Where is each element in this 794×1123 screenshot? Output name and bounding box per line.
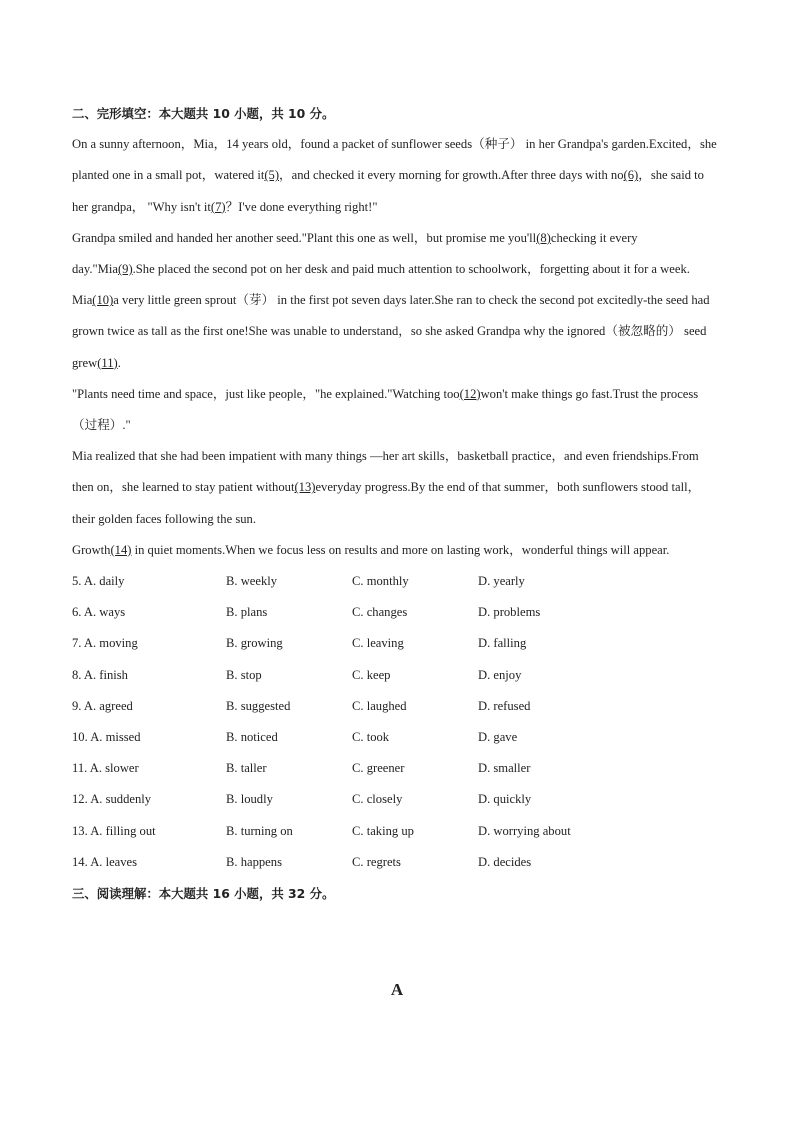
- option-b: B. happens: [226, 854, 282, 869]
- option-c: C. regrets: [352, 854, 401, 869]
- passage-paragraph-1: [72, 129, 720, 223]
- blank-12: (12): [459, 386, 481, 401]
- option-b: B. noticed: [226, 729, 278, 744]
- option-c: C. taking up: [352, 823, 414, 838]
- passage-text: Grandpa smiled and handed her another seed."Plant this one as well，but promise me you'll: [72, 230, 537, 245]
- option-c: C. monthly: [352, 574, 409, 589]
- option-a: 6. A. ways: [72, 605, 126, 620]
- passage-text: Mia: [72, 293, 93, 308]
- passage-paragraph-2: [72, 223, 720, 285]
- option-d: D. worrying about: [478, 823, 571, 838]
- option-a: 12. A. suddenly: [72, 792, 152, 807]
- passage-text: "Plants need time and space，just like people，"he explained."Watching too: [72, 386, 460, 401]
- passage-text: On a sunny afternoon，Mia，14 years old，found a packet of sunflower seeds（种子） in her Grandpa's garden.Excited，she planted one in a small pot，watered it: [72, 137, 717, 183]
- option-c: C. changes: [352, 605, 408, 620]
- option-b: B. stop: [226, 667, 262, 682]
- option-d: D. quickly: [478, 792, 532, 807]
- blank-8: (8): [536, 230, 551, 245]
- section-title-cloze: 二、完形填空：本大题共 10 小题，共 10 分。: [72, 106, 335, 121]
- option-d: D. gave: [478, 729, 518, 744]
- exam-page: [72, 98, 720, 909]
- passage-paragraph-3: [72, 285, 720, 379]
- question-row: [72, 628, 720, 659]
- option-d: D. yearly: [478, 574, 525, 589]
- passage-paragraph-6: [72, 535, 720, 566]
- passage-paragraph-4: [72, 379, 720, 441]
- option-b: B. turning on: [226, 823, 293, 838]
- question-row: [72, 597, 720, 628]
- question-row: [72, 722, 720, 753]
- option-a: 11. A. slower: [72, 761, 139, 776]
- option-c: C. keep: [352, 667, 391, 682]
- passage-text: a very little green sprout（芽） in the first pot seven days later.She ran to check the second pot excitedly-the seed had grown twice as tall as the first one!She was unable to understand，so she asked Grandpa why the ignored（被忽略的） seed grew: [72, 293, 710, 370]
- option-c: C. greener: [352, 761, 405, 776]
- option-d: D. problems: [478, 605, 541, 620]
- passage-text: Growth: [72, 542, 111, 557]
- section-title-reading: 三、阅读理解：本大题共 16 小题，共 32 分。: [72, 885, 335, 901]
- passage-text: everyday progress.By the end of that summer，both sunflowers stood tall，their golden faces following the sun.: [72, 480, 701, 526]
- passage-text: Mia realized that she had been impatient with many things —her art skills，basketball practice，and even friendships.From then on，she learned to stay patient without: [72, 449, 699, 495]
- option-d: D. decides: [478, 854, 532, 869]
- blank-6: (6): [623, 168, 639, 183]
- option-a: 9. A. agreed: [72, 698, 133, 713]
- question-row: [72, 784, 720, 815]
- passage-text: .: [117, 355, 121, 370]
- option-a: 5. A. daily: [72, 574, 125, 589]
- option-d: D. enjoy: [478, 667, 522, 682]
- option-b: B. growing: [226, 636, 283, 651]
- blank-13: (13): [294, 480, 316, 495]
- question-row: [72, 566, 720, 597]
- passage-text: ？I've done everything right!": [225, 199, 378, 214]
- option-a: 13. A. filling out: [72, 823, 156, 838]
- passage-label: A: [390, 980, 404, 999]
- passage-text: won't make things go fast.Trust the process（过程）.": [72, 386, 699, 433]
- question-options-list: [72, 566, 720, 878]
- question-row: [72, 847, 720, 878]
- option-c: C. closely: [352, 792, 403, 807]
- blank-5: (5): [264, 168, 280, 183]
- blank-14: (14): [110, 542, 132, 557]
- question-row: [72, 816, 720, 847]
- option-c: C. took: [352, 729, 390, 744]
- option-b: B. plans: [226, 605, 268, 620]
- passage-text: ，and checked it every morning for growth.After three days with no: [279, 168, 624, 183]
- cloze-passage: [72, 129, 720, 566]
- passage-paragraph-5: [72, 441, 720, 535]
- option-a: 14. A. leaves: [72, 854, 138, 869]
- blank-9: (9): [117, 262, 133, 276]
- option-d: D. refused: [478, 698, 531, 713]
- option-d: D. falling: [478, 636, 527, 651]
- passage-text: .She placed the second pot on her desk and paid much attention to schoolwork，forgetting about it for a week.: [132, 262, 690, 276]
- option-a: 8. A. finish: [72, 667, 128, 682]
- blank-11: (11): [97, 355, 118, 370]
- passage-text: in quiet moments.When we focus less on results and more on lasting work，wonderful things will appear.: [131, 542, 670, 557]
- question-row: [72, 753, 720, 784]
- option-a: 10. A. missed: [72, 729, 141, 744]
- passage-text: checking it every day."Mia: [72, 230, 638, 276]
- blank-10: (10): [92, 293, 114, 308]
- passage-text: ，she said to her grandpa， "Why isn't it: [72, 168, 704, 214]
- option-c: C. laughed: [352, 698, 407, 713]
- option-a: 7. A. moving: [72, 636, 138, 651]
- option-d: D. smaller: [478, 761, 531, 776]
- question-row: [72, 691, 720, 722]
- question-row: [72, 660, 720, 691]
- option-b: B. weekly: [226, 574, 278, 589]
- option-b: B. taller: [226, 761, 267, 776]
- option-b: B. loudly: [226, 792, 273, 807]
- blank-7: (7): [210, 199, 226, 214]
- option-c: C. leaving: [352, 636, 404, 651]
- option-b: B. suggested: [226, 698, 291, 713]
